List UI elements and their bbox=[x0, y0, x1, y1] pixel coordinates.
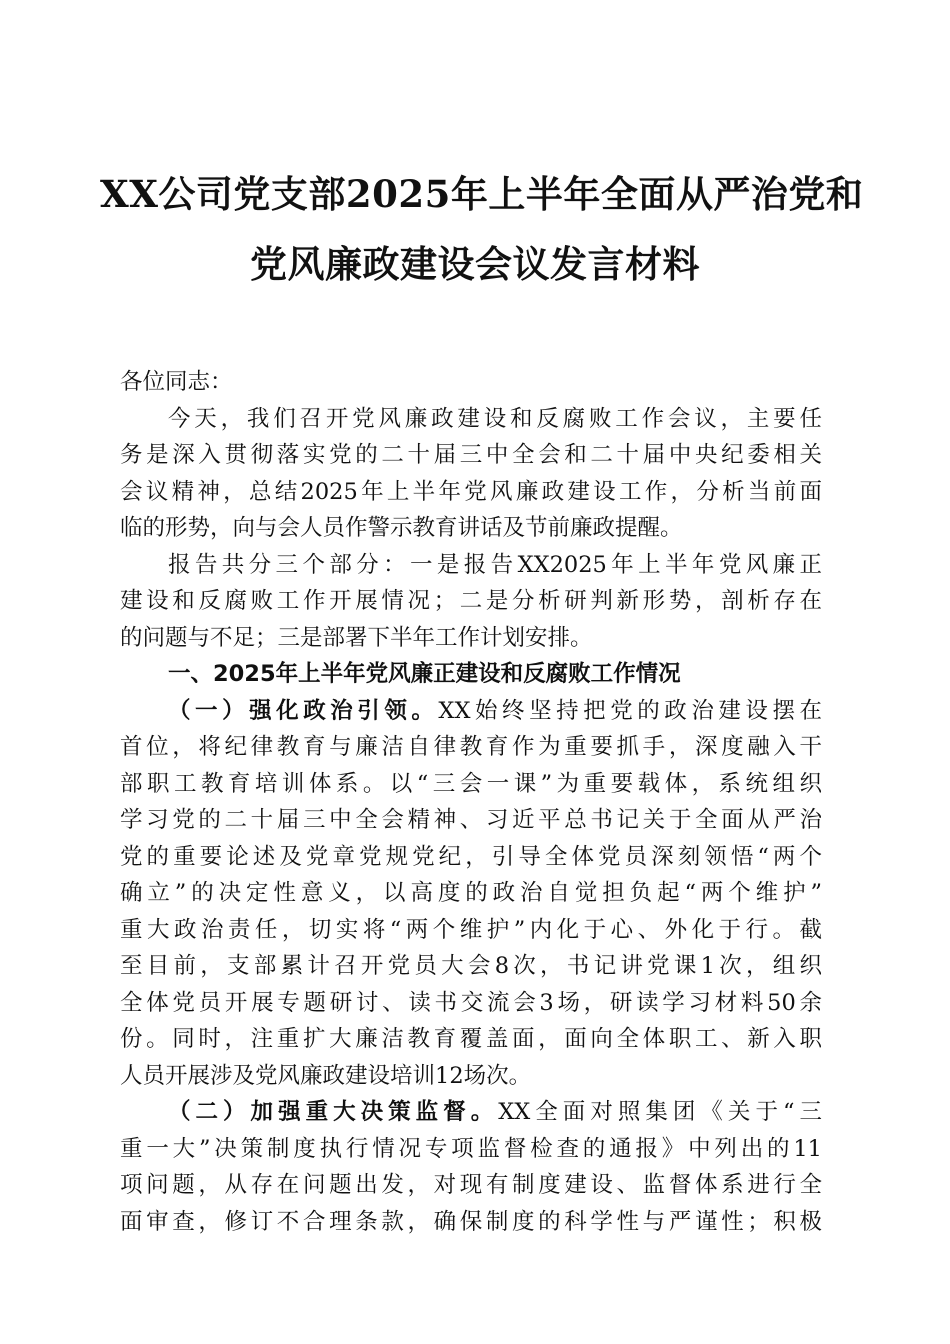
subsection-1-line-1 bbox=[120, 693, 822, 730]
subsection-1-line-1-text: XX始终坚持把党的政治建设摆在 bbox=[438, 697, 822, 724]
subsection-1-line-8: 至目前，支部累计召开党员大会8次，书记讲党课1次，组织 bbox=[120, 953, 822, 979]
paragraph-1-line-3: 会议精神，总结2025年上半年党风廉政建设工作，分析当前面 bbox=[120, 478, 822, 505]
subsection-2-line-1-text: XX全面对照集团《关于“三 bbox=[498, 1099, 822, 1125]
paragraph-1-line-4: 临的形势，向与会人员作警示教育讲话及节前廉政提醒。 bbox=[120, 515, 683, 541]
paragraph-1-line-1: 今天，我们召开党风廉政建设和反腐败工作会议，主要任 bbox=[168, 405, 822, 432]
paragraph-2-line-2: 建设和反腐败工作开展情况；二是分析研判新形势，剖析存在 bbox=[120, 588, 822, 614]
subsection-1-lead: （一）强化政治引领。 bbox=[168, 697, 439, 724]
salutation: 各位同志： bbox=[120, 369, 233, 395]
subsection-2-line-3: 项问题，从存在问题出发，对现有制度建设、监督体系进行全 bbox=[120, 1172, 822, 1198]
document-title-line-1: XX公司党支部2025年上半年全面从严治党和 bbox=[100, 172, 864, 216]
subsection-1-line-5: 党的重要论述及党章党规党纪，引导全体党员深刻领悟“两个 bbox=[120, 843, 822, 870]
subsection-1-line-3: 部职工教育培训体系。以“三会一课”为重要载体，系统组织 bbox=[120, 770, 822, 797]
subsection-1-line-7: 重大政治责任，切实将“两个维护”内化于心、外化于行。截 bbox=[120, 916, 822, 943]
subsection-1-line-10: 份。同时，注重扩大廉洁教育覆盖面，面向全体职工、新入职 bbox=[120, 1026, 822, 1052]
document-body bbox=[120, 364, 822, 1240]
subsection-2-line-2: 重一大”决策制度执行情况专项监督检查的通报》中列出的11 bbox=[120, 1135, 822, 1162]
section-heading: 一、2025年上半年党风廉正建设和反腐败工作情况 bbox=[168, 661, 681, 687]
subsection-2-line-1 bbox=[120, 1094, 822, 1131]
paragraph-2-line-1: 报告共分三个部分：一是报告XX2025年上半年党风廉正 bbox=[168, 551, 822, 578]
paragraph-1-line-2: 务是深入贯彻落实党的二十届三中全会和二十届中央纪委相关 bbox=[120, 442, 822, 468]
subsection-2-line-4: 面审查，修订不合理条款，确保制度的科学性与严谨性；积极 bbox=[120, 1208, 822, 1235]
subsection-1-line-6: 确立”的决定性意义，以高度的政治自觉担负起“两个维护” bbox=[120, 880, 822, 906]
paragraph-2-line-3: 的问题与不足；三是部署下半年工作计划安排。 bbox=[120, 624, 593, 651]
subsection-1-line-4: 学习党的二十届三中全会精神、习近平总书记关于全面从严治 bbox=[120, 807, 822, 833]
subsection-1-line-9: 全体党员开展专题研讨、读书交流会3场，研读学习材料50余 bbox=[120, 989, 822, 1016]
subsection-2-lead: （二）加强重大决策监督。 bbox=[168, 1099, 499, 1125]
subsection-1-line-2: 首位，将纪律教育与廉洁自律教育作为重要抓手，深度融入干 bbox=[120, 734, 822, 760]
document-title-line-2: 党风廉政建设会议发言材料 bbox=[250, 242, 700, 286]
subsection-1-line-11: 人员开展涉及党风廉政建设培训12场次。 bbox=[120, 1062, 532, 1089]
